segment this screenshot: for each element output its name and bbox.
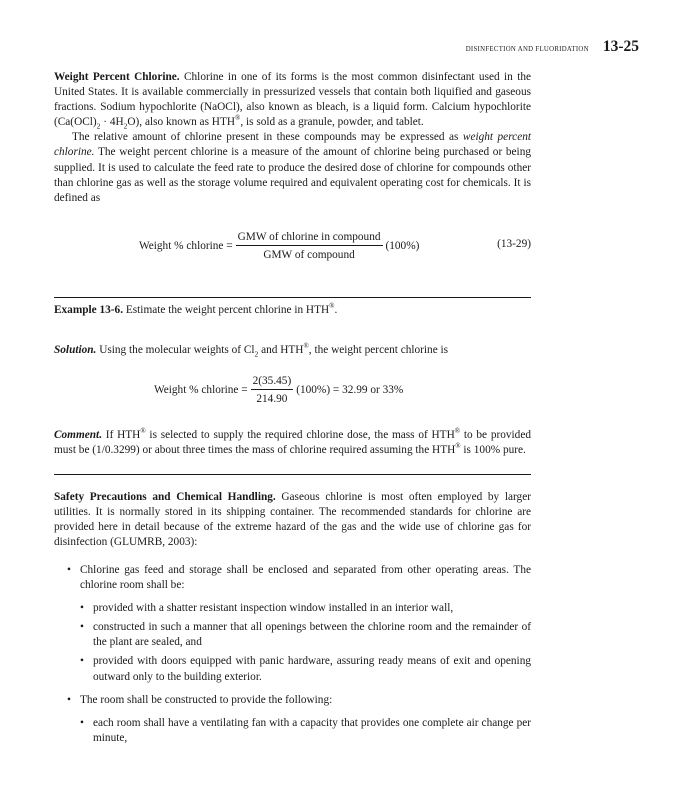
list-item: • provided with a shatter resistant inspection window installed in an interior wall,: [80, 601, 531, 616]
text: Chlorine in one of its forms is the most common disinfectant used in the United States. It is available commercially in pressurized vessels that contain both liquified and gaseous fractions. Sodium hypochlorite (NaOCl), also known as bleach, is a liquid form. Calcium hypochlorite (Ca(OCl): [54, 71, 531, 129]
running-head: [466, 38, 639, 56]
example-statement: [54, 303, 531, 318]
paragraph-weight-percent-1: [54, 70, 531, 130]
registered-mark: ®: [140, 427, 146, 436]
list-item: • The room shall be constructed to provide the following:: [67, 693, 531, 708]
equation-denominator: GMW of compound: [263, 249, 355, 261]
text: If HTH: [102, 429, 141, 441]
equation-number: (13-29): [497, 238, 531, 250]
comment-label: Comment.: [54, 429, 103, 441]
text: · 4H: [100, 116, 124, 129]
list-item: • provided with doors equipped with panic hardware, assuring ready means of exit and opening outward only to the building exterior.: [80, 654, 531, 684]
equation-numerator: GMW of chlorine in compound: [236, 231, 383, 246]
equation-lhs: Weight % chlorine =: [139, 240, 233, 252]
section-heading-safety: Safety Precautions and Chemical Handling.: [54, 491, 276, 503]
example-bottom-rule: [54, 474, 531, 475]
calc-numerator: 2(35.45): [251, 375, 294, 390]
text: , is sold as a granule, powder, and tablet.: [240, 116, 424, 129]
example-solution: [54, 343, 531, 358]
text: O), also known as HTH: [127, 116, 236, 129]
solution-calculation: [154, 375, 403, 405]
calc-fraction: [251, 375, 294, 405]
weight-percent-section: [54, 70, 531, 206]
page-number: 13-25: [602, 38, 639, 55]
text: is 100% pure.: [460, 444, 526, 457]
text: The weight percent chlorine is a measure of the amount of chlorine being purchased or being supplied. It is used to calculate the feed rate to produce the desired dose of chlorine for compounds other than chlorine gas as well as the storage volume required and equivalent operating cost for chemicals. It is defined as: [54, 146, 531, 204]
solution-label: Solution.: [54, 344, 97, 356]
calc-lhs: Weight % chlorine =: [154, 384, 248, 396]
list-item: • constructed in such a manner that all openings between the chlorine room and the remainder of the plant are sealed, and: [80, 620, 531, 650]
subscript: 2: [254, 349, 259, 359]
registered-mark: ®: [303, 342, 309, 351]
text: to be provided must be (1/0.3299) or about three times the mass of chlorine required assuming the HTH: [54, 429, 531, 457]
defined-term: weight percent chlorine.: [54, 131, 531, 159]
text: Estimate the weight percent chlorine in HTH: [123, 304, 330, 316]
list-item: • each room shall have a ventilating fan with a capacity that provides one complete air change per minute,: [80, 716, 531, 746]
paragraph-weight-percent-2: [54, 130, 531, 205]
running-title: DISINFECTION AND FLUORIDATION: [465, 46, 589, 53]
registered-mark: ®: [454, 427, 461, 436]
equation-factor: (100%): [385, 240, 420, 252]
subscript: 2: [96, 121, 101, 131]
equation-13-29: [139, 231, 419, 261]
list-item: • Chlorine gas feed and storage shall be enclosed and separated from other operating areas. The chlorine room shall be:: [67, 563, 531, 593]
section-heading-weight-percent: Weight Percent Chlorine.: [54, 71, 180, 83]
equation-fraction: [236, 231, 383, 261]
registered-mark: ®: [329, 302, 335, 311]
text: The relative amount of chlorine present in these compounds may be expressed as: [72, 131, 463, 144]
safety-section: [54, 490, 531, 550]
text: and HTH: [258, 344, 304, 356]
example-comment: [54, 428, 531, 458]
text: , the weight percent chlorine is: [308, 344, 449, 356]
text: .: [334, 304, 338, 316]
registered-mark: ®: [235, 114, 241, 123]
text: is selected to supply the required chlorine dose, the mass of HTH: [145, 429, 455, 441]
text: Using the molecular weights of Cl: [96, 344, 255, 356]
example-top-rule: [54, 297, 531, 298]
registered-mark: ®: [455, 442, 461, 451]
text: Gaseous chlorine is most often employed by larger utilities. It is normally stored in its shipping container. The recommended standards for chlorine are provided here in detail because of the extreme hazard of the gas and the wide use of chlorine gas for disinfection (GLUMRB, 2003):: [54, 491, 531, 549]
subscript: 2: [123, 121, 128, 131]
example-label: Example 13-6.: [54, 304, 124, 316]
safety-list: [67, 563, 531, 746]
calc-rhs: (100%) = 32.99 or 33%: [296, 384, 404, 396]
calc-denominator: 214.90: [256, 393, 288, 405]
